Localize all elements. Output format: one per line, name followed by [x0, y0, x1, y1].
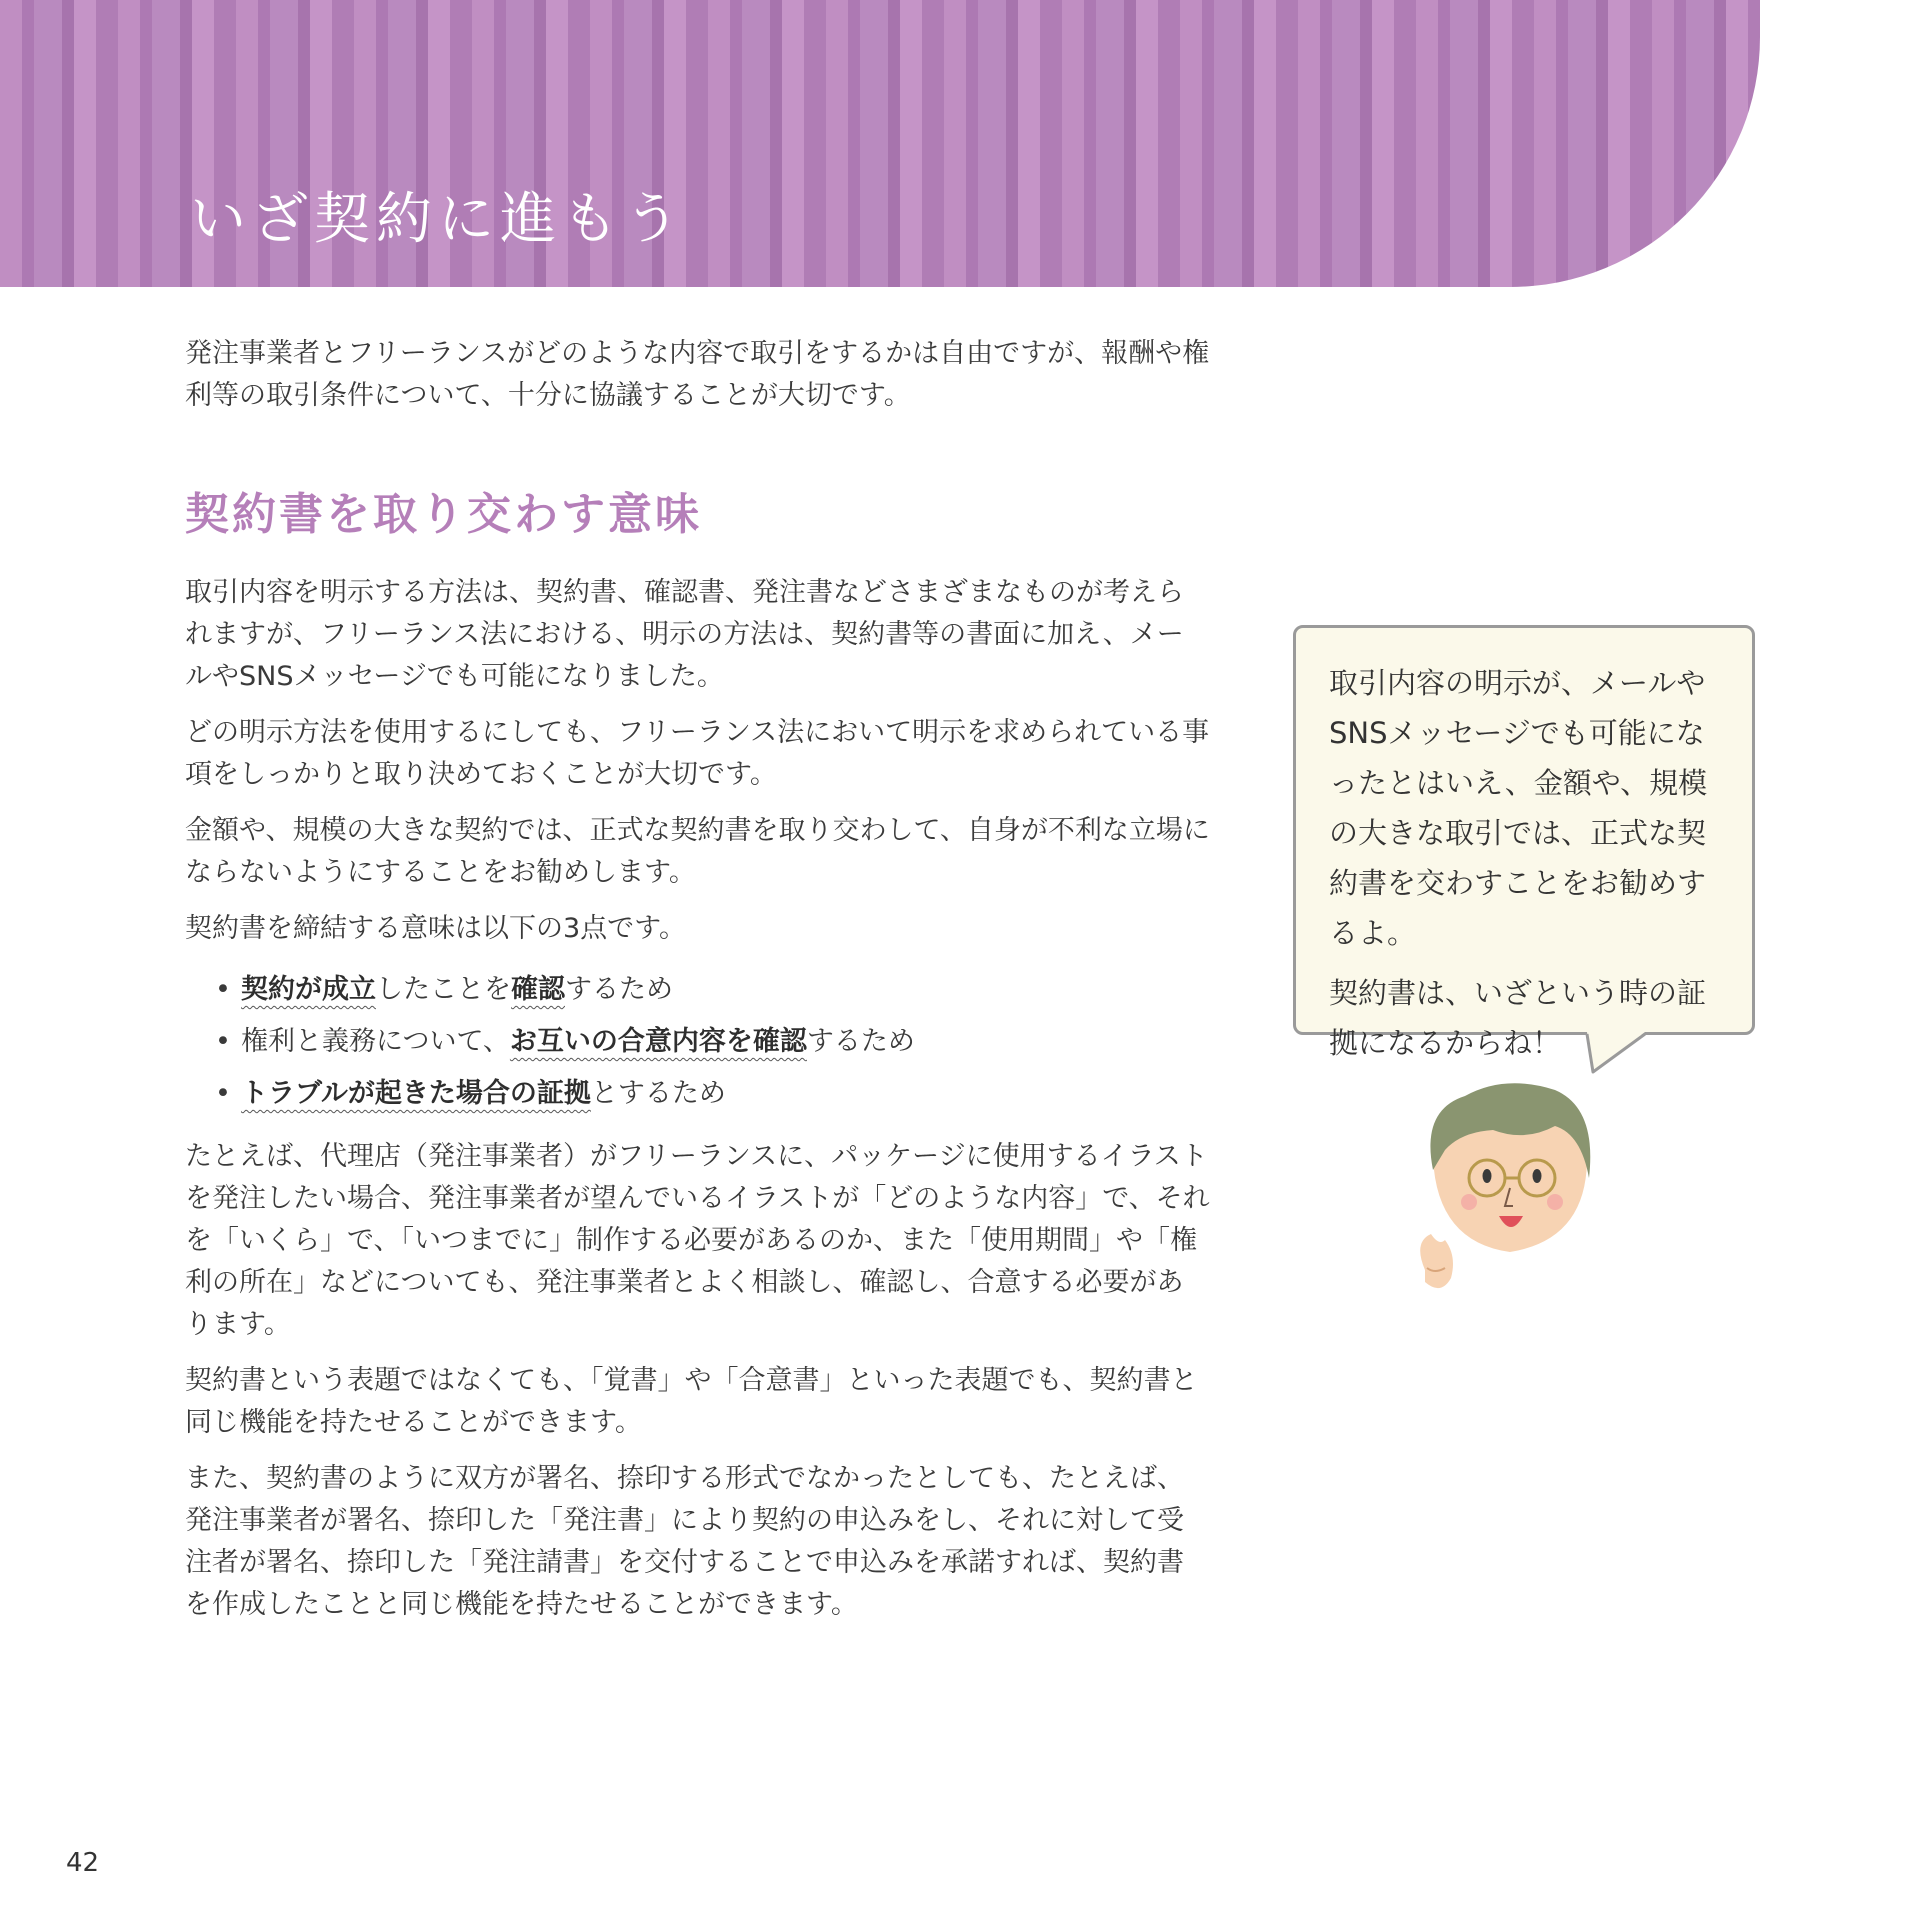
list-text: とするため [590, 1078, 726, 1109]
speech-bubble [1293, 625, 1755, 1060]
list-text: するため [806, 1026, 915, 1057]
paragraph: 金額や、規模の大きな契約では、正式な契約書を取り交わして、自身が不利な立場にならないようにすることをお勧めします。 [185, 815, 1210, 888]
intro-paragraph: 発注事業者とフリーランスがどのような内容で取引をするかは自由ですが、報酬や権利等の取引条件について、十分に協議することが大切です。 [185, 338, 1210, 411]
list-item [215, 964, 1210, 1016]
chapter-title: いざ契約に進もう [190, 187, 686, 252]
section-content [185, 480, 1210, 1640]
list-text: したことを [376, 974, 511, 1005]
list-text: するため [565, 974, 673, 1005]
paragraph: どの明示方法を使用するにしても、フリーランス法において明示を求められている事項をしっかりと取り決めておくことが大切です。 [185, 717, 1210, 790]
emphasis-text: 契約が成立 [241, 974, 376, 1005]
paragraph: 契約書という表題ではなくても、「覚書」や「合意書」といった表題でも、契約書と同じ機能を持たせることができます。 [185, 1365, 1198, 1438]
bullet-icon: • [215, 1078, 231, 1109]
purpose-list [185, 964, 1210, 1120]
bullet-icon: • [215, 1026, 231, 1057]
paragraph: また、契約書のように双方が署名、捺印する形式でなかったとしても、たとえば、発注事業者が署名、捺印した「発注書」により契約の申込みをし、それに対して受注者が署名、捺印した「発注請書」を交付することで申込みを承諾すれば、契約書を作成したことと同じ機能を持たせることができます。 [185, 1463, 1184, 1620]
speech-bubble-text: 取引内容の明示が、メールやSNSメッセージでも可能になったとはいえ、金額や、規模の大きな取引では、正式な契約書を交わすことをお勧めするよ。 [1329, 666, 1708, 950]
list-item [215, 1068, 1210, 1120]
paragraph: 契約書を締結する意味は以下の3点です。 [185, 913, 687, 944]
emphasis-text: 確認 [511, 974, 565, 1005]
paragraph: たとえば、代理店（発注事業者）がフリーランスに、パッケージに使用するイラストを発注したい場合、発注事業者が望んでいるイラストが「どのような内容」で、それを「いくら」で、「いつまでに」制作する必要があるのか、また「使用期間」や「権利の所在」などについても、発注事業者とよく相談し、確認し、合意する必要があります。 [185, 1141, 1210, 1340]
page-number: 42 [66, 1848, 100, 1878]
emphasis-text: トラブルが起きた場合の証拠 [241, 1078, 591, 1109]
speech-bubble-text: 契約書は、いざという時の証拠になるからね！ [1329, 976, 1707, 1060]
paragraph: 取引内容を明示する方法は、契約書、確認書、発注書などさまざまなものが考えられますが、フリーランス法における、明示の方法は、契約書等の書面に加え、メールやSNSメッセージでも可能になりました。 [185, 577, 1184, 692]
emphasis-text: お互いの合意内容を確認 [509, 1026, 807, 1057]
character-face-icon [1430, 1083, 1590, 1252]
list-text: 権利と義務について、 [241, 1026, 510, 1057]
advisor-character-illustration [1405, 1070, 1615, 1310]
chapter-header-band [0, 0, 1760, 287]
character-hand-icon [1420, 1234, 1453, 1288]
bullet-icon: • [215, 974, 231, 1005]
section-title: 契約書を取り交わす意味 [185, 489, 702, 540]
list-item [215, 1016, 1210, 1068]
